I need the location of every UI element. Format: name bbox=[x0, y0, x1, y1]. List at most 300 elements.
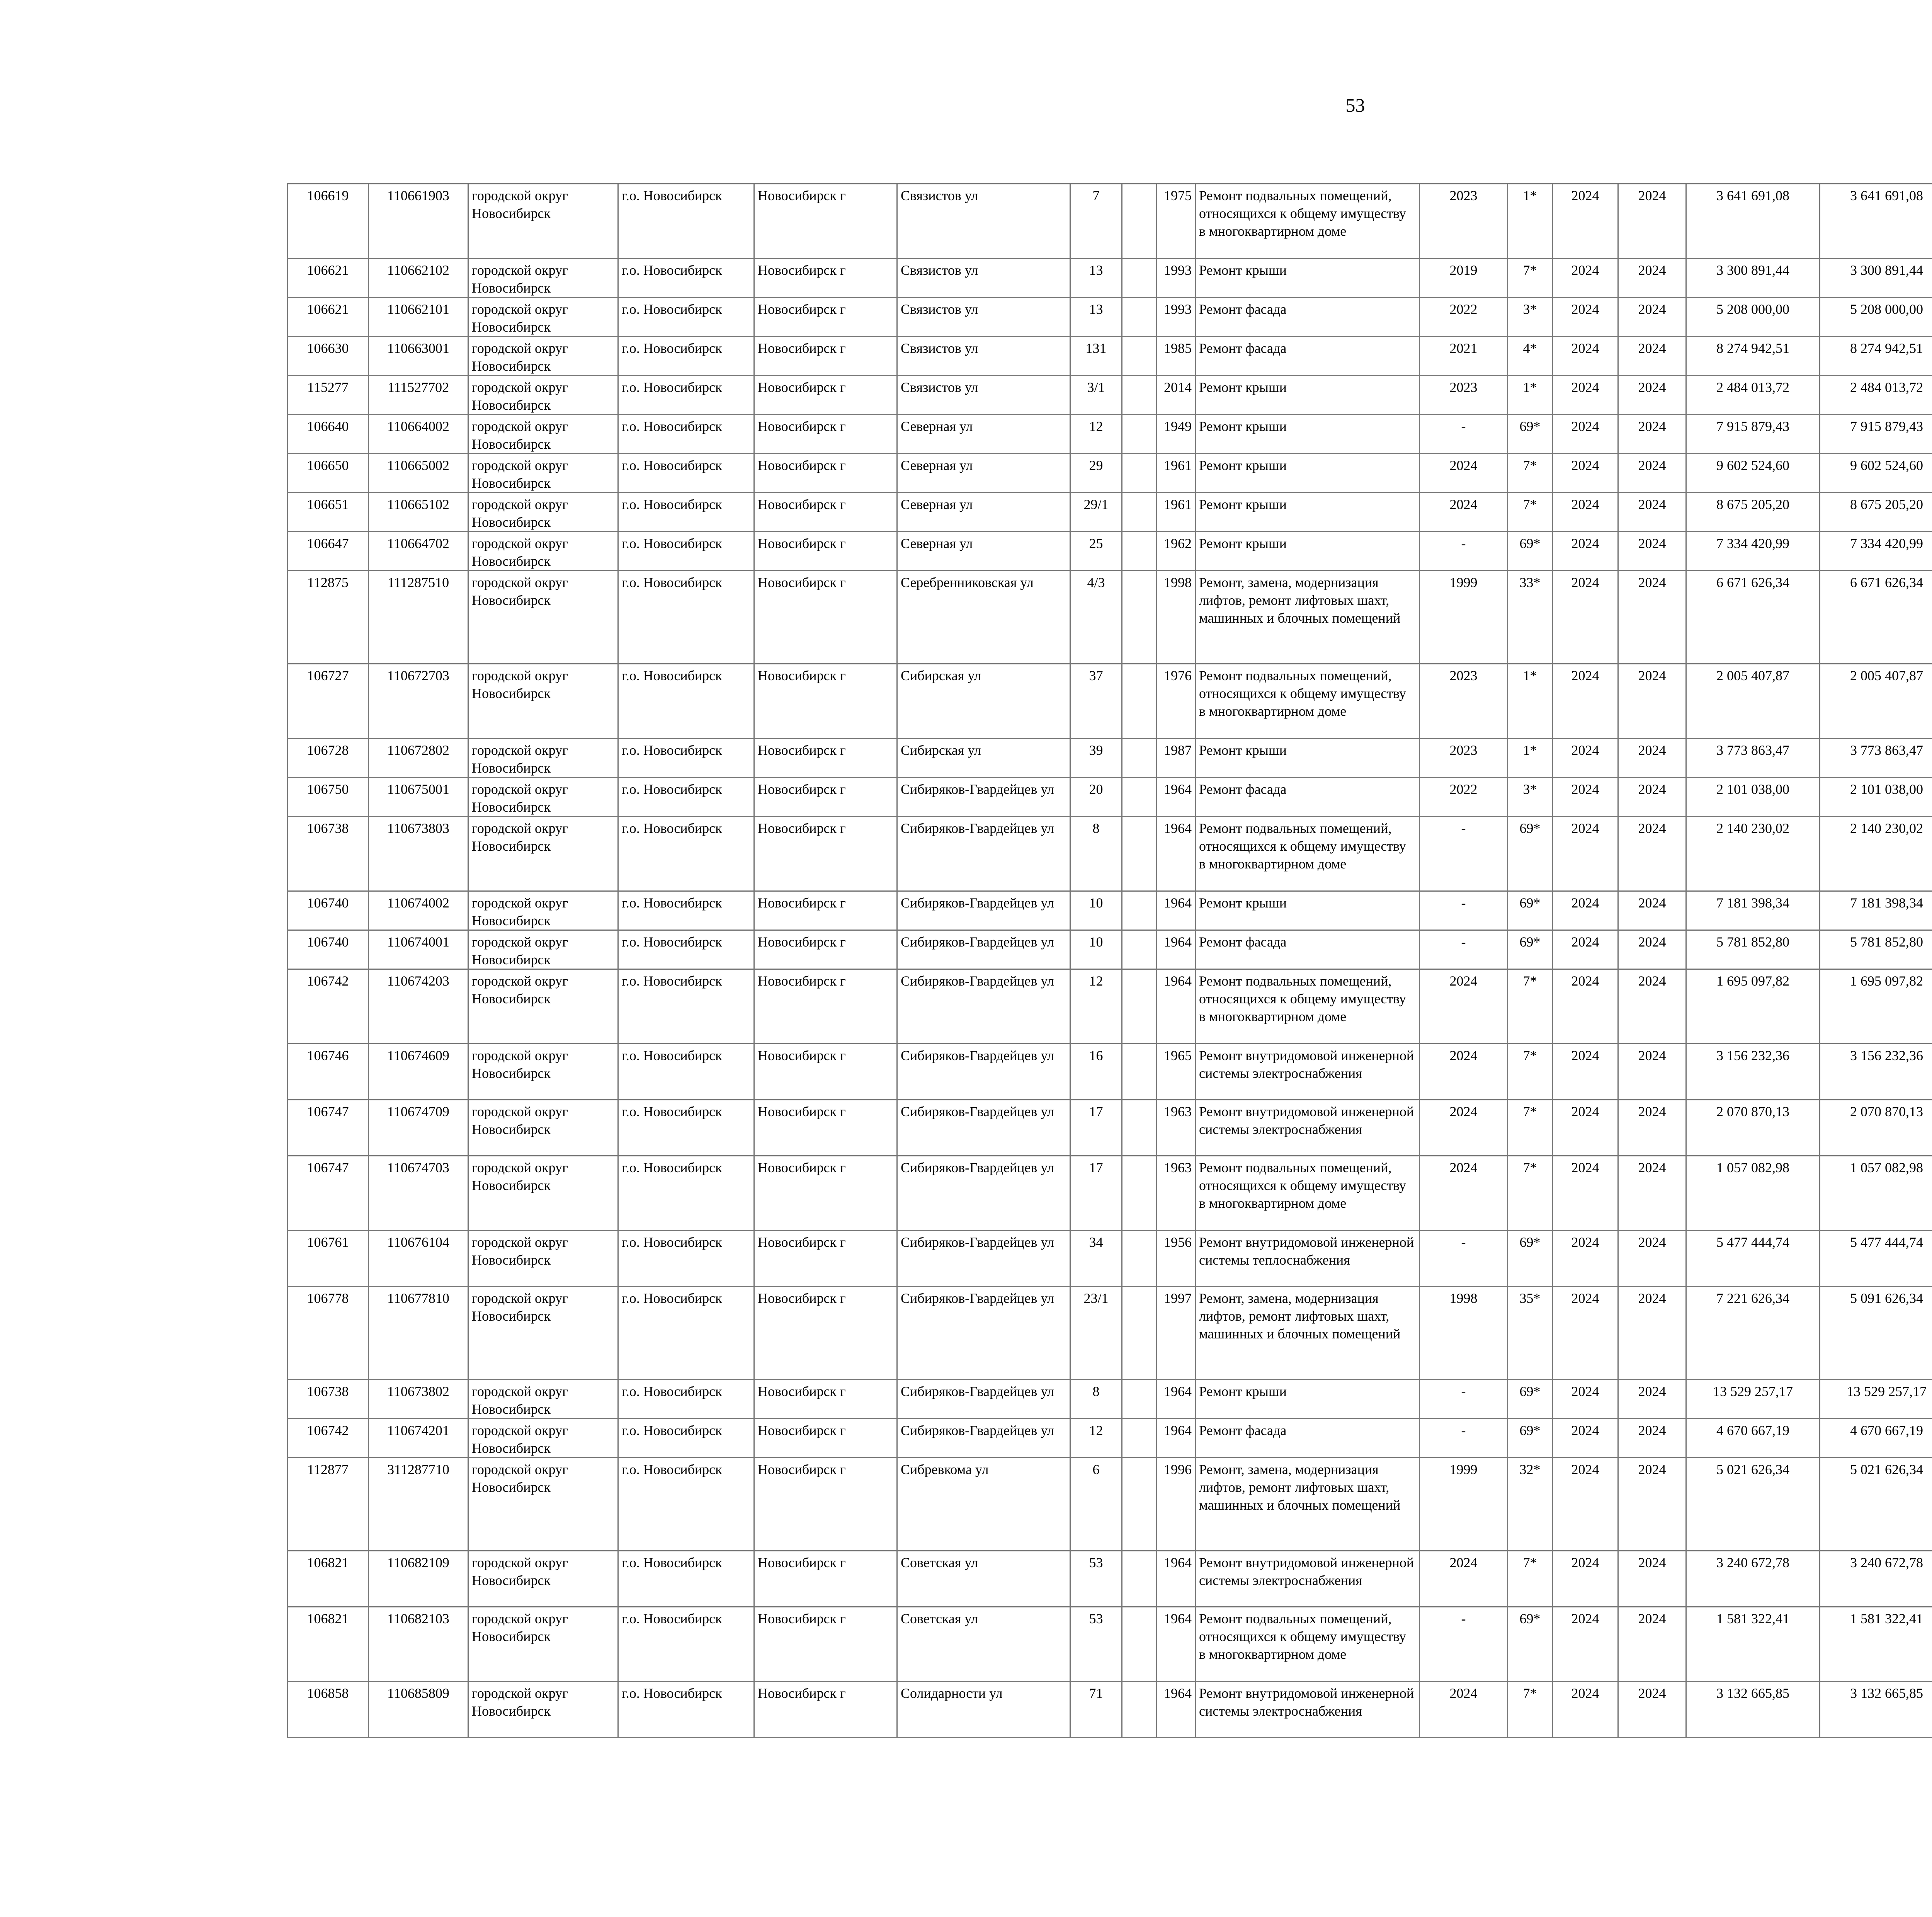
cell-work-type: Ремонт крыши bbox=[1196, 259, 1420, 298]
cell-municipality: городской округ Новосибирск bbox=[468, 184, 618, 259]
cell-plan-year-start: 2024 bbox=[1553, 298, 1618, 337]
cell-work-type: Ремонт крыши bbox=[1196, 891, 1420, 930]
cell-municipality: городской округ Новосибирск bbox=[468, 1231, 618, 1287]
cell-municipal-district: г.о. Новосибирск bbox=[618, 930, 754, 969]
cell-object-id: 106738 bbox=[287, 1380, 369, 1419]
cell-house-number: 29/1 bbox=[1070, 493, 1122, 532]
cell-street: Серебренниковская ул bbox=[897, 571, 1070, 664]
cell-house-number: 25 bbox=[1070, 532, 1122, 571]
cell-work-type: Ремонт подвальных помещений, относящихся к общему имуществу в многоквартирном доме bbox=[1196, 817, 1420, 891]
cell-plan-year-end: 2024 bbox=[1618, 376, 1686, 415]
cell-plan-year-start: 2024 bbox=[1553, 1682, 1618, 1738]
cell-element-code: 110674203 bbox=[369, 969, 468, 1044]
cell-object-id: 106727 bbox=[287, 664, 369, 739]
cell-settlement: Новосибирск г bbox=[754, 1287, 897, 1380]
cell-commission-year: 1964 bbox=[1157, 969, 1196, 1044]
cell-object-id: 106740 bbox=[287, 930, 369, 969]
cell-work-type: Ремонт подвальных помещений, относящихся к общему имуществу в многоквартирном доме bbox=[1196, 664, 1420, 739]
cell-street: Сибиряков-Гвардейцев ул bbox=[897, 1231, 1070, 1287]
cell-element-code: 311287710 bbox=[369, 1458, 468, 1551]
cell-municipality: городской округ Новосибирск bbox=[468, 817, 618, 891]
cell-plan-year-end: 2024 bbox=[1618, 298, 1686, 337]
cell-plan-year-end: 2024 bbox=[1618, 1419, 1686, 1458]
table-row bbox=[287, 454, 1932, 493]
cell-commission-year: 1975 bbox=[1157, 184, 1196, 259]
cell-house-number: 10 bbox=[1070, 930, 1122, 969]
cell-settlement: Новосибирск г bbox=[754, 337, 897, 376]
cell-regional-fund-cost: 2 484 013,72 bbox=[1820, 376, 1932, 415]
cell-regional-fund-cost: 9 602 524,60 bbox=[1820, 454, 1932, 493]
table-row bbox=[287, 1458, 1932, 1551]
cell-total-cost: 3 773 863,47 bbox=[1686, 739, 1820, 778]
cell-municipal-district: г.о. Новосибирск bbox=[618, 891, 754, 930]
cell-municipality: городской округ Новосибирск bbox=[468, 493, 618, 532]
cell-regional-fund-cost: 8 274 942,51 bbox=[1820, 337, 1932, 376]
cell-house-number: 39 bbox=[1070, 739, 1122, 778]
cell-element-code: 110674201 bbox=[369, 1419, 468, 1458]
cell-plan-year-start: 2024 bbox=[1553, 969, 1618, 1044]
cell-total-cost: 7 334 420,99 bbox=[1686, 532, 1820, 571]
cell-plan-year-start: 2024 bbox=[1553, 817, 1618, 891]
cell-street: Сибиряков-Гвардейцев ул bbox=[897, 1100, 1070, 1156]
cell-house-number: 29 bbox=[1070, 454, 1122, 493]
cell-municipal-district: г.о. Новосибирск bbox=[618, 259, 754, 298]
cell-commission-year: 1965 bbox=[1157, 1044, 1196, 1100]
cell-plan-year-start: 2024 bbox=[1553, 1551, 1618, 1607]
cell-municipality: городской округ Новосибирск bbox=[468, 739, 618, 778]
cell-criterion: 7* bbox=[1508, 1551, 1553, 1607]
cell-work-type: Ремонт подвальных помещений, относящихся к общему имуществу в многоквартирном доме bbox=[1196, 1607, 1420, 1682]
cell-street: Сибиряков-Гвардейцев ул bbox=[897, 778, 1070, 817]
cell-settlement: Новосибирск г bbox=[754, 1458, 897, 1551]
cell-total-cost: 8 274 942,51 bbox=[1686, 337, 1820, 376]
cell-work-type: Ремонт внутридомовой инженерной системы электроснабжения bbox=[1196, 1044, 1420, 1100]
cell-street: Советская ул bbox=[897, 1607, 1070, 1682]
cell-street: Северная ул bbox=[897, 415, 1070, 454]
table-row bbox=[287, 571, 1932, 664]
cell-last-repair-year: - bbox=[1420, 415, 1508, 454]
cell-municipal-district: г.о. Новосибирск bbox=[618, 664, 754, 739]
table-row bbox=[287, 1380, 1932, 1419]
cell-building bbox=[1122, 184, 1157, 259]
cell-object-id: 106728 bbox=[287, 739, 369, 778]
cell-plan-year-end: 2024 bbox=[1618, 891, 1686, 930]
cell-municipal-district: г.о. Новосибирск bbox=[618, 298, 754, 337]
cell-building bbox=[1122, 739, 1157, 778]
cell-street: Связистов ул bbox=[897, 376, 1070, 415]
cell-building bbox=[1122, 1551, 1157, 1607]
cell-plan-year-end: 2024 bbox=[1618, 415, 1686, 454]
cell-object-id: 106742 bbox=[287, 969, 369, 1044]
cell-plan-year-end: 2024 bbox=[1618, 184, 1686, 259]
cell-municipal-district: г.о. Новосибирск bbox=[618, 1458, 754, 1551]
cell-element-code: 110682109 bbox=[369, 1551, 468, 1607]
cell-last-repair-year: 2022 bbox=[1420, 778, 1508, 817]
cell-object-id: 106650 bbox=[287, 454, 369, 493]
cell-last-repair-year: 2019 bbox=[1420, 259, 1508, 298]
cell-criterion: 69* bbox=[1508, 1380, 1553, 1419]
cell-settlement: Новосибирск г bbox=[754, 184, 897, 259]
cell-criterion: 69* bbox=[1508, 532, 1553, 571]
cell-commission-year: 1964 bbox=[1157, 778, 1196, 817]
cell-commission-year: 2014 bbox=[1157, 376, 1196, 415]
cell-total-cost: 6 671 626,34 bbox=[1686, 571, 1820, 664]
cell-plan-year-start: 2024 bbox=[1553, 454, 1618, 493]
cell-municipal-district: г.о. Новосибирск bbox=[618, 739, 754, 778]
cell-street: Сибиряков-Гвардейцев ул bbox=[897, 817, 1070, 891]
cell-criterion: 35* bbox=[1508, 1287, 1553, 1380]
cell-element-code: 110674709 bbox=[369, 1100, 468, 1156]
cell-commission-year: 1964 bbox=[1157, 1682, 1196, 1738]
cell-settlement: Новосибирск г bbox=[754, 1607, 897, 1682]
cell-house-number: 71 bbox=[1070, 1682, 1122, 1738]
cell-last-repair-year: 2021 bbox=[1420, 337, 1508, 376]
cell-total-cost: 7 915 879,43 bbox=[1686, 415, 1820, 454]
cell-settlement: Новосибирск г bbox=[754, 1100, 897, 1156]
cell-work-type: Ремонт фасада bbox=[1196, 1419, 1420, 1458]
cell-settlement: Новосибирск г bbox=[754, 493, 897, 532]
cell-criterion: 4* bbox=[1508, 337, 1553, 376]
cell-plan-year-start: 2024 bbox=[1553, 259, 1618, 298]
cell-regional-fund-cost: 13 529 257,17 bbox=[1820, 1380, 1932, 1419]
cell-regional-fund-cost: 2 070 870,13 bbox=[1820, 1100, 1932, 1156]
cell-settlement: Новосибирск г bbox=[754, 969, 897, 1044]
cell-total-cost: 3 641 691,08 bbox=[1686, 184, 1820, 259]
table-row bbox=[287, 969, 1932, 1044]
cell-plan-year-start: 2024 bbox=[1553, 1607, 1618, 1682]
cell-building bbox=[1122, 454, 1157, 493]
cell-settlement: Новосибирск г bbox=[754, 1156, 897, 1231]
cell-total-cost: 2 101 038,00 bbox=[1686, 778, 1820, 817]
cell-settlement: Новосибирск г bbox=[754, 739, 897, 778]
cell-last-repair-year: 2024 bbox=[1420, 1156, 1508, 1231]
cell-element-code: 111287510 bbox=[369, 571, 468, 664]
cell-regional-fund-cost: 3 132 665,85 bbox=[1820, 1682, 1932, 1738]
cell-municipal-district: г.о. Новосибирск bbox=[618, 337, 754, 376]
cell-regional-fund-cost: 5 781 852,80 bbox=[1820, 930, 1932, 969]
cell-criterion: 7* bbox=[1508, 454, 1553, 493]
cell-street: Связистов ул bbox=[897, 298, 1070, 337]
cell-building bbox=[1122, 1682, 1157, 1738]
cell-work-type: Ремонт подвальных помещений, относящихся к общему имуществу в многоквартирном доме bbox=[1196, 969, 1420, 1044]
cell-criterion: 7* bbox=[1508, 1044, 1553, 1100]
cell-object-id: 115277 bbox=[287, 376, 369, 415]
cell-regional-fund-cost: 8 675 205,20 bbox=[1820, 493, 1932, 532]
cell-criterion: 1* bbox=[1508, 184, 1553, 259]
cell-house-number: 20 bbox=[1070, 778, 1122, 817]
cell-work-type: Ремонт внутридомовой инженерной системы электроснабжения bbox=[1196, 1551, 1420, 1607]
cell-object-id: 106621 bbox=[287, 259, 369, 298]
cell-house-number: 4/3 bbox=[1070, 571, 1122, 664]
cell-criterion: 7* bbox=[1508, 1156, 1553, 1231]
cell-municipality: городской округ Новосибирск bbox=[468, 337, 618, 376]
cell-regional-fund-cost: 1 695 097,82 bbox=[1820, 969, 1932, 1044]
cell-plan-year-start: 2024 bbox=[1553, 891, 1618, 930]
cell-municipal-district: г.о. Новосибирск bbox=[618, 1380, 754, 1419]
cell-work-type: Ремонт, замена, модернизация лифтов, ремонт лифтовых шахт, машинных и блочных помещений bbox=[1196, 1287, 1420, 1380]
cell-house-number: 12 bbox=[1070, 1419, 1122, 1458]
cell-criterion: 7* bbox=[1508, 493, 1553, 532]
cell-municipality: городской округ Новосибирск bbox=[468, 298, 618, 337]
cell-building bbox=[1122, 969, 1157, 1044]
cell-plan-year-end: 2024 bbox=[1618, 571, 1686, 664]
cell-object-id: 106746 bbox=[287, 1044, 369, 1100]
cell-work-type: Ремонт внутридомовой инженерной системы электроснабжения bbox=[1196, 1682, 1420, 1738]
cell-total-cost: 9 602 524,60 bbox=[1686, 454, 1820, 493]
cell-street: Связистов ул bbox=[897, 337, 1070, 376]
cell-plan-year-end: 2024 bbox=[1618, 1551, 1686, 1607]
cell-last-repair-year: 2024 bbox=[1420, 454, 1508, 493]
cell-work-type: Ремонт крыши bbox=[1196, 1380, 1420, 1419]
cell-building bbox=[1122, 891, 1157, 930]
cell-criterion: 1* bbox=[1508, 376, 1553, 415]
cell-regional-fund-cost: 4 670 667,19 bbox=[1820, 1419, 1932, 1458]
cell-building bbox=[1122, 337, 1157, 376]
cell-municipality: городской округ Новосибирск bbox=[468, 1607, 618, 1682]
cell-street: Сибиряков-Гвардейцев ул bbox=[897, 969, 1070, 1044]
cell-municipality: городской округ Новосибирск bbox=[468, 664, 618, 739]
cell-total-cost: 5 021 626,34 bbox=[1686, 1458, 1820, 1551]
cell-plan-year-start: 2024 bbox=[1553, 1156, 1618, 1231]
cell-regional-fund-cost: 1 057 082,98 bbox=[1820, 1156, 1932, 1231]
cell-building bbox=[1122, 1607, 1157, 1682]
cell-commission-year: 1956 bbox=[1157, 1231, 1196, 1287]
cell-object-id: 106619 bbox=[287, 184, 369, 259]
cell-plan-year-end: 2024 bbox=[1618, 1156, 1686, 1231]
cell-object-id: 112877 bbox=[287, 1458, 369, 1551]
cell-regional-fund-cost: 3 773 863,47 bbox=[1820, 739, 1932, 778]
cell-plan-year-start: 2024 bbox=[1553, 1287, 1618, 1380]
cell-street: Сибирская ул bbox=[897, 664, 1070, 739]
cell-settlement: Новосибирск г bbox=[754, 376, 897, 415]
cell-municipal-district: г.о. Новосибирск bbox=[618, 1156, 754, 1231]
cell-last-repair-year: 2023 bbox=[1420, 184, 1508, 259]
cell-plan-year-end: 2024 bbox=[1618, 1231, 1686, 1287]
cell-plan-year-end: 2024 bbox=[1618, 817, 1686, 891]
cell-element-code: 110661903 bbox=[369, 184, 468, 259]
cell-commission-year: 1961 bbox=[1157, 493, 1196, 532]
cell-total-cost: 5 477 444,74 bbox=[1686, 1231, 1820, 1287]
cell-settlement: Новосибирск г bbox=[754, 259, 897, 298]
cell-criterion: 3* bbox=[1508, 778, 1553, 817]
cell-municipal-district: г.о. Новосибирск bbox=[618, 1287, 754, 1380]
cell-work-type: Ремонт, замена, модернизация лифтов, ремонт лифтовых шахт, машинных и блочных помещений bbox=[1196, 571, 1420, 664]
cell-building bbox=[1122, 930, 1157, 969]
cell-street: Связистов ул bbox=[897, 184, 1070, 259]
cell-object-id: 106747 bbox=[287, 1156, 369, 1231]
cell-commission-year: 1996 bbox=[1157, 1458, 1196, 1551]
cell-municipal-district: г.о. Новосибирск bbox=[618, 1100, 754, 1156]
cell-street: Сибиряков-Гвардейцев ул bbox=[897, 1419, 1070, 1458]
cell-building bbox=[1122, 376, 1157, 415]
cell-last-repair-year: - bbox=[1420, 817, 1508, 891]
cell-street: Сибиряков-Гвардейцев ул bbox=[897, 1287, 1070, 1380]
cell-element-code: 110676104 bbox=[369, 1231, 468, 1287]
cell-plan-year-end: 2024 bbox=[1618, 969, 1686, 1044]
cell-municipality: городской округ Новосибирск bbox=[468, 930, 618, 969]
table-row bbox=[287, 778, 1932, 817]
table-row bbox=[287, 184, 1932, 259]
cell-element-code: 110664002 bbox=[369, 415, 468, 454]
cell-last-repair-year: - bbox=[1420, 1231, 1508, 1287]
cell-work-type: Ремонт подвальных помещений, относящихся к общему имуществу в многоквартирном доме bbox=[1196, 184, 1420, 259]
cell-street: Солидарности ул bbox=[897, 1682, 1070, 1738]
table-row bbox=[287, 415, 1932, 454]
cell-element-code: 110663001 bbox=[369, 337, 468, 376]
cell-plan-year-start: 2024 bbox=[1553, 1231, 1618, 1287]
cell-plan-year-end: 2024 bbox=[1618, 1682, 1686, 1738]
table-row bbox=[287, 664, 1932, 739]
cell-last-repair-year: 1999 bbox=[1420, 1458, 1508, 1551]
cell-element-code: 110677810 bbox=[369, 1287, 468, 1380]
cell-settlement: Новосибирск г bbox=[754, 930, 897, 969]
cell-last-repair-year: 1999 bbox=[1420, 571, 1508, 664]
cell-criterion: 69* bbox=[1508, 817, 1553, 891]
cell-last-repair-year: - bbox=[1420, 891, 1508, 930]
cell-criterion: 69* bbox=[1508, 1419, 1553, 1458]
cell-municipality: городской округ Новосибирск bbox=[468, 415, 618, 454]
cell-municipality: городской округ Новосибирск bbox=[468, 778, 618, 817]
cell-street: Советская ул bbox=[897, 1551, 1070, 1607]
cell-settlement: Новосибирск г bbox=[754, 571, 897, 664]
cell-commission-year: 1961 bbox=[1157, 454, 1196, 493]
cell-last-repair-year: 2023 bbox=[1420, 664, 1508, 739]
cell-regional-fund-cost: 5 091 626,34 bbox=[1820, 1287, 1932, 1380]
cell-object-id: 106750 bbox=[287, 778, 369, 817]
cell-criterion: 33* bbox=[1508, 571, 1553, 664]
cell-house-number: 12 bbox=[1070, 415, 1122, 454]
cell-municipality: городской округ Новосибирск bbox=[468, 891, 618, 930]
table-row bbox=[287, 930, 1932, 969]
cell-criterion: 7* bbox=[1508, 259, 1553, 298]
cell-municipal-district: г.о. Новосибирск bbox=[618, 1044, 754, 1100]
cell-total-cost: 3 156 232,36 bbox=[1686, 1044, 1820, 1100]
table-body bbox=[287, 184, 1932, 1738]
cell-total-cost: 1 581 322,41 bbox=[1686, 1607, 1820, 1682]
cell-regional-fund-cost: 7 334 420,99 bbox=[1820, 532, 1932, 571]
cell-settlement: Новосибирск г bbox=[754, 1231, 897, 1287]
cell-municipality: городской округ Новосибирск bbox=[468, 1156, 618, 1231]
cell-municipal-district: г.о. Новосибирск bbox=[618, 376, 754, 415]
cell-element-code: 110665102 bbox=[369, 493, 468, 532]
cell-building bbox=[1122, 493, 1157, 532]
cell-house-number: 12 bbox=[1070, 969, 1122, 1044]
cell-commission-year: 1963 bbox=[1157, 1156, 1196, 1231]
cell-settlement: Новосибирск г bbox=[754, 298, 897, 337]
cell-commission-year: 1998 bbox=[1157, 571, 1196, 664]
cell-commission-year: 1964 bbox=[1157, 817, 1196, 891]
cell-municipal-district: г.о. Новосибирск bbox=[618, 1419, 754, 1458]
cell-municipality: городской округ Новосибирск bbox=[468, 1044, 618, 1100]
cell-house-number: 34 bbox=[1070, 1231, 1122, 1287]
cell-street: Сибревкома ул bbox=[897, 1458, 1070, 1551]
cell-house-number: 17 bbox=[1070, 1156, 1122, 1231]
table-row bbox=[287, 1682, 1932, 1738]
cell-regional-fund-cost: 7 181 398,34 bbox=[1820, 891, 1932, 930]
cell-commission-year: 1976 bbox=[1157, 664, 1196, 739]
cell-last-repair-year: 1998 bbox=[1420, 1287, 1508, 1380]
cell-plan-year-start: 2024 bbox=[1553, 664, 1618, 739]
table-row bbox=[287, 1551, 1932, 1607]
cell-plan-year-end: 2024 bbox=[1618, 1100, 1686, 1156]
cell-plan-year-end: 2024 bbox=[1618, 739, 1686, 778]
cell-last-repair-year: 2024 bbox=[1420, 1100, 1508, 1156]
cell-house-number: 6 bbox=[1070, 1458, 1122, 1551]
cell-object-id: 106647 bbox=[287, 532, 369, 571]
cell-plan-year-end: 2024 bbox=[1618, 454, 1686, 493]
table-row bbox=[287, 817, 1932, 891]
cell-plan-year-start: 2024 bbox=[1553, 337, 1618, 376]
cell-work-type: Ремонт крыши bbox=[1196, 532, 1420, 571]
cell-last-repair-year: 2024 bbox=[1420, 1551, 1508, 1607]
cell-building bbox=[1122, 1044, 1157, 1100]
cell-commission-year: 1964 bbox=[1157, 1607, 1196, 1682]
cell-commission-year: 1963 bbox=[1157, 1100, 1196, 1156]
cell-work-type: Ремонт крыши bbox=[1196, 376, 1420, 415]
cell-settlement: Новосибирск г bbox=[754, 1551, 897, 1607]
cell-regional-fund-cost: 3 156 232,36 bbox=[1820, 1044, 1932, 1100]
cell-last-repair-year: - bbox=[1420, 1419, 1508, 1458]
cell-house-number: 3/1 bbox=[1070, 376, 1122, 415]
cell-municipality: городской округ Новосибирск bbox=[468, 1380, 618, 1419]
cell-plan-year-start: 2024 bbox=[1553, 571, 1618, 664]
cell-plan-year-end: 2024 bbox=[1618, 1287, 1686, 1380]
cell-plan-year-start: 2024 bbox=[1553, 415, 1618, 454]
cell-settlement: Новосибирск г bbox=[754, 1682, 897, 1738]
cell-last-repair-year: - bbox=[1420, 1380, 1508, 1419]
cell-object-id: 106738 bbox=[287, 817, 369, 891]
table-row bbox=[287, 1287, 1932, 1380]
cell-house-number: 8 bbox=[1070, 1380, 1122, 1419]
cell-municipality: городской округ Новосибирск bbox=[468, 571, 618, 664]
cell-commission-year: 1964 bbox=[1157, 1380, 1196, 1419]
cell-plan-year-start: 2024 bbox=[1553, 1100, 1618, 1156]
cell-work-type: Ремонт фасада bbox=[1196, 337, 1420, 376]
cell-total-cost: 4 670 667,19 bbox=[1686, 1419, 1820, 1458]
cell-last-repair-year: - bbox=[1420, 532, 1508, 571]
cell-commission-year: 1993 bbox=[1157, 298, 1196, 337]
cell-building bbox=[1122, 1380, 1157, 1419]
cell-building bbox=[1122, 259, 1157, 298]
cell-settlement: Новосибирск г bbox=[754, 891, 897, 930]
cell-last-repair-year: 2023 bbox=[1420, 376, 1508, 415]
cell-settlement: Новосибирск г bbox=[754, 532, 897, 571]
cell-total-cost: 1 057 082,98 bbox=[1686, 1156, 1820, 1231]
cell-element-code: 110675001 bbox=[369, 778, 468, 817]
cell-building bbox=[1122, 298, 1157, 337]
cell-plan-year-end: 2024 bbox=[1618, 1458, 1686, 1551]
cell-municipality: городской округ Новосибирск bbox=[468, 1100, 618, 1156]
cell-municipal-district: г.о. Новосибирск bbox=[618, 778, 754, 817]
cell-work-type: Ремонт фасада bbox=[1196, 298, 1420, 337]
cell-object-id: 106761 bbox=[287, 1231, 369, 1287]
cell-commission-year: 1962 bbox=[1157, 532, 1196, 571]
cell-plan-year-end: 2024 bbox=[1618, 1607, 1686, 1682]
cell-building bbox=[1122, 778, 1157, 817]
cell-total-cost: 2 070 870,13 bbox=[1686, 1100, 1820, 1156]
cell-settlement: Новосибирск г bbox=[754, 415, 897, 454]
cell-criterion: 7* bbox=[1508, 1100, 1553, 1156]
cell-regional-fund-cost: 2 140 230,02 bbox=[1820, 817, 1932, 891]
cell-plan-year-start: 2024 bbox=[1553, 1044, 1618, 1100]
cell-commission-year: 1964 bbox=[1157, 930, 1196, 969]
cell-element-code: 111527702 bbox=[369, 376, 468, 415]
cell-criterion: 7* bbox=[1508, 969, 1553, 1044]
cell-criterion: 69* bbox=[1508, 1231, 1553, 1287]
cell-object-id: 106740 bbox=[287, 891, 369, 930]
table-row bbox=[287, 493, 1932, 532]
cell-plan-year-end: 2024 bbox=[1618, 337, 1686, 376]
